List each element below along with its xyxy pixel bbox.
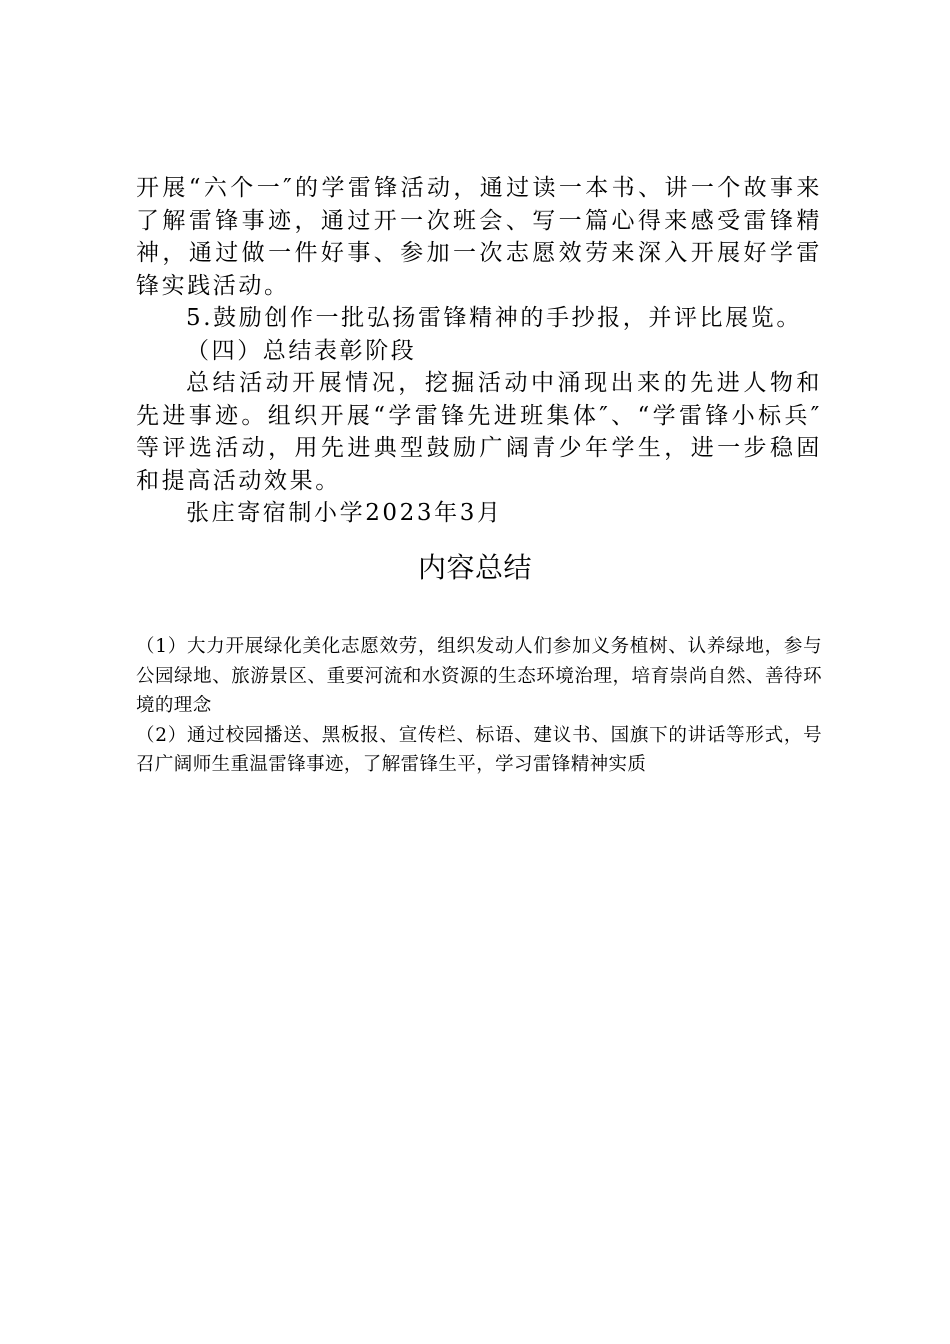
summary-item: （2）通过校园播送、黑板报、宣传栏、标语、建议书、国旗下的讲话等形式，号召广阔师生重温雷锋事迹，了解雷锋生平，学习雷锋精神实质 bbox=[136, 724, 822, 775]
paragraph-six-ones-activity: 开展“六个一″的学雷锋活动，通过读一本书、讲一个故事来了解雷锋事迹，通过开一次班会、写一篇心得来感受雷锋精神，通过做一件好事、参加一次志愿效劳来深入开展好学雷锋实践活动。 bbox=[136, 175, 822, 299]
summary-title: 内容总结 bbox=[417, 551, 532, 584]
summary-item: （1）大力开展绿化美化志愿效劳，组织发动人们参加义务植树、认养绿地，参与公园绿地、旅游景区、重要河流和水资源的生态环境治理，培育崇尚自然、善待环境的理念 bbox=[136, 636, 822, 716]
signature-school-date: 张庄寄宿制小学2023年3月 bbox=[186, 500, 503, 526]
document-body bbox=[136, 172, 822, 530]
paragraph-handwritten-newspaper: 5.鼓励创作一批弘扬雷锋精神的手抄报，并评比展览。 bbox=[186, 305, 802, 331]
section-heading-summary-stage: （四）总结表彰阶段 bbox=[186, 337, 417, 364]
summary-list bbox=[136, 632, 822, 780]
paragraph-summary-commendation: 总结活动开展情况，挖掘活动中涌现出来的先进人物和先进事迹。组织开展“学雷锋先进班集体″、“学雷锋小标兵″等评选活动，用先进典型鼓励广阔青少年学生，进一步稳固和提高活动效果。 bbox=[136, 370, 822, 494]
